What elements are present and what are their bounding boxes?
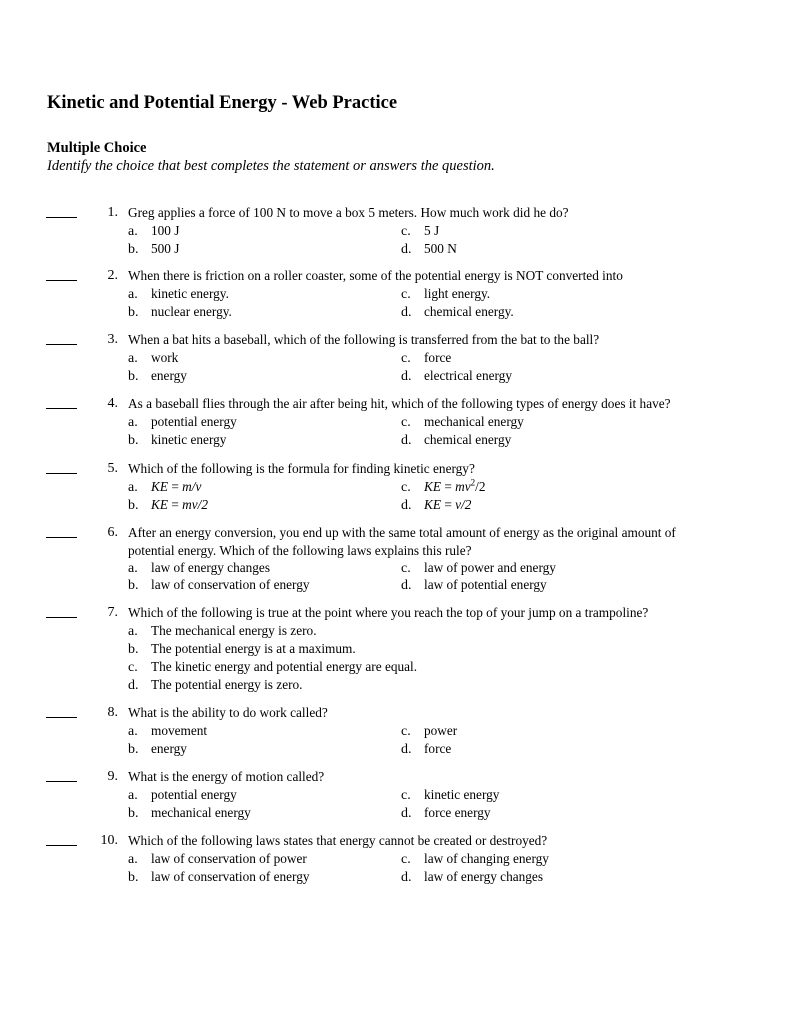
- option-text: law of conservation of energy: [151, 869, 310, 884]
- option-text: law of energy changes: [151, 560, 271, 575]
- question-number: 2.: [107, 268, 118, 283]
- answer-blank[interactable]: [46, 617, 77, 618]
- option-letter: b.: [128, 578, 139, 593]
- option-text: The potential energy is zero.: [151, 677, 303, 692]
- option-letter: b.: [128, 742, 139, 757]
- question-number: 10.: [100, 833, 118, 848]
- option-text: law of potential energy: [424, 577, 547, 592]
- answer-blank[interactable]: [46, 280, 77, 281]
- option-letter: d.: [401, 742, 412, 757]
- option-text: kinetic energy: [151, 432, 227, 447]
- option-letter: b.: [128, 806, 139, 821]
- option-letter: c.: [401, 287, 411, 302]
- option-letter: d.: [401, 806, 412, 821]
- option-text: 500 J: [151, 241, 180, 256]
- answer-blank[interactable]: [46, 473, 77, 474]
- option-text: chemical energy: [424, 432, 512, 447]
- option-text: law of energy changes: [424, 869, 544, 884]
- section-title: Multiple Choice: [47, 140, 147, 156]
- question-number: 7.: [107, 605, 118, 620]
- answer-blank[interactable]: [46, 717, 77, 718]
- option-formula: KE = $mv^2/2$: [424, 477, 486, 494]
- question-number: 1.: [107, 205, 118, 220]
- option-letter: a.: [128, 415, 138, 430]
- question-number: 8.: [107, 705, 118, 720]
- option-letter: c.: [401, 561, 411, 576]
- question-text: Which of the following laws states that energy cannot be created or destroyed?: [128, 833, 548, 848]
- option-text: force: [424, 350, 452, 365]
- option-letter: b.: [128, 433, 139, 448]
- question-number: 3.: [107, 332, 118, 347]
- option-letter: c.: [128, 660, 138, 675]
- option-letter: c.: [401, 351, 411, 366]
- option-text: nuclear energy.: [151, 304, 232, 319]
- option-text: potential energy: [151, 414, 237, 429]
- option-letter: a.: [128, 561, 138, 576]
- option-letter: a.: [128, 852, 138, 867]
- question-text: When there is friction on a roller coaster, some of the potential energy is NOT converted into: [128, 268, 623, 283]
- option-letter: b.: [128, 498, 139, 513]
- option-letter: d.: [401, 578, 412, 593]
- option-letter: a.: [128, 287, 138, 302]
- option-letter: a.: [128, 724, 138, 739]
- option-letter: d.: [128, 678, 139, 693]
- option-letter: d.: [401, 433, 412, 448]
- question-number: 4.: [107, 396, 118, 411]
- option-letter: b.: [128, 642, 139, 657]
- option-letter: d.: [401, 242, 412, 257]
- option-text: electrical energy: [424, 368, 512, 383]
- option-text: energy: [151, 741, 187, 756]
- option-text: law of conservation of power: [151, 851, 307, 866]
- option-text: movement: [151, 723, 208, 738]
- answer-blank[interactable]: [46, 408, 77, 409]
- question-text: What is the energy of motion called?: [128, 769, 325, 784]
- option-text: The kinetic energy and potential energy are equal.: [151, 659, 418, 674]
- option-text: 500 N: [424, 241, 457, 256]
- option-letter: c.: [401, 415, 411, 430]
- question-text: Which of the following is the formula for finding kinetic energy?: [128, 461, 475, 476]
- option-formula: KE = v/2: [424, 497, 472, 512]
- option-text: The potential energy is at a maximum.: [151, 641, 356, 656]
- answer-blank[interactable]: [46, 344, 77, 345]
- option-letter: d.: [401, 369, 412, 384]
- answer-blank[interactable]: [46, 781, 77, 782]
- option-text: chemical energy.: [424, 304, 514, 319]
- option-text: power: [424, 723, 458, 738]
- question-text: After an energy conversion, you end up with the same total amount of energy as the original amount of potential energy. Which of the following laws explains this rule?: [128, 525, 676, 558]
- option-letter: d.: [401, 870, 412, 885]
- question-text: When a bat hits a baseball, which of the following is transferred from the bat to the ball?: [128, 332, 600, 347]
- option-letter: d.: [401, 498, 412, 513]
- option-letter: c.: [401, 852, 411, 867]
- option-text: The mechanical energy is zero.: [151, 623, 317, 638]
- option-letter: b.: [128, 242, 139, 257]
- option-text: light energy.: [424, 286, 491, 301]
- option-letter: a.: [128, 624, 138, 639]
- option-text: work: [151, 350, 179, 365]
- option-text: 100 J: [151, 223, 180, 238]
- question-text: Greg applies a force of 100 N to move a box 5 meters. How much work did he do?: [128, 205, 569, 220]
- option-text: force energy: [424, 805, 491, 820]
- option-letter: a.: [128, 351, 138, 366]
- option-text: potential energy: [151, 787, 237, 802]
- answer-blank[interactable]: [46, 537, 77, 538]
- option-letter: c.: [401, 480, 411, 495]
- option-letter: d.: [401, 305, 412, 320]
- option-letter: b.: [128, 369, 139, 384]
- option-text: kinetic energy.: [151, 286, 229, 301]
- answer-blank[interactable]: [46, 845, 77, 846]
- answer-blank[interactable]: [46, 217, 77, 218]
- option-text: kinetic energy: [424, 787, 500, 802]
- option-letter: b.: [128, 305, 139, 320]
- page-title: Kinetic and Potential Energy - Web Practice: [47, 93, 398, 113]
- question-text: Which of the following is true at the point where you reach the top of your jump on a trampoline?: [128, 605, 649, 620]
- option-formula: KE = mv/2: [151, 497, 209, 512]
- option-text: energy: [151, 368, 187, 383]
- option-text: law of changing energy: [424, 851, 549, 866]
- option-letter: c.: [401, 224, 411, 239]
- question-number: 6.: [107, 525, 118, 540]
- question-text: As a baseball flies through the air after being hit, which of the following types of energy does it have?: [128, 396, 671, 411]
- option-text: mechanical energy: [151, 805, 251, 820]
- option-letter: a.: [128, 224, 138, 239]
- option-letter: a.: [128, 788, 138, 803]
- option-formula: KE = m/v: [151, 479, 202, 494]
- option-letter: c.: [401, 788, 411, 803]
- question-number: 5.: [107, 461, 118, 476]
- option-letter: c.: [401, 724, 411, 739]
- question-number: 9.: [107, 769, 118, 784]
- option-text: law of power and energy: [424, 560, 556, 575]
- option-text: force: [424, 741, 452, 756]
- option-text: law of conservation of energy: [151, 577, 310, 592]
- option-text: 5 J: [424, 223, 440, 238]
- instructions: Identify the choice that best completes the statement or answers the question.: [47, 158, 495, 174]
- question-text: What is the ability to do work called?: [128, 705, 328, 720]
- option-text: mechanical energy: [424, 414, 524, 429]
- option-letter: b.: [128, 870, 139, 885]
- option-letter: a.: [128, 480, 138, 495]
